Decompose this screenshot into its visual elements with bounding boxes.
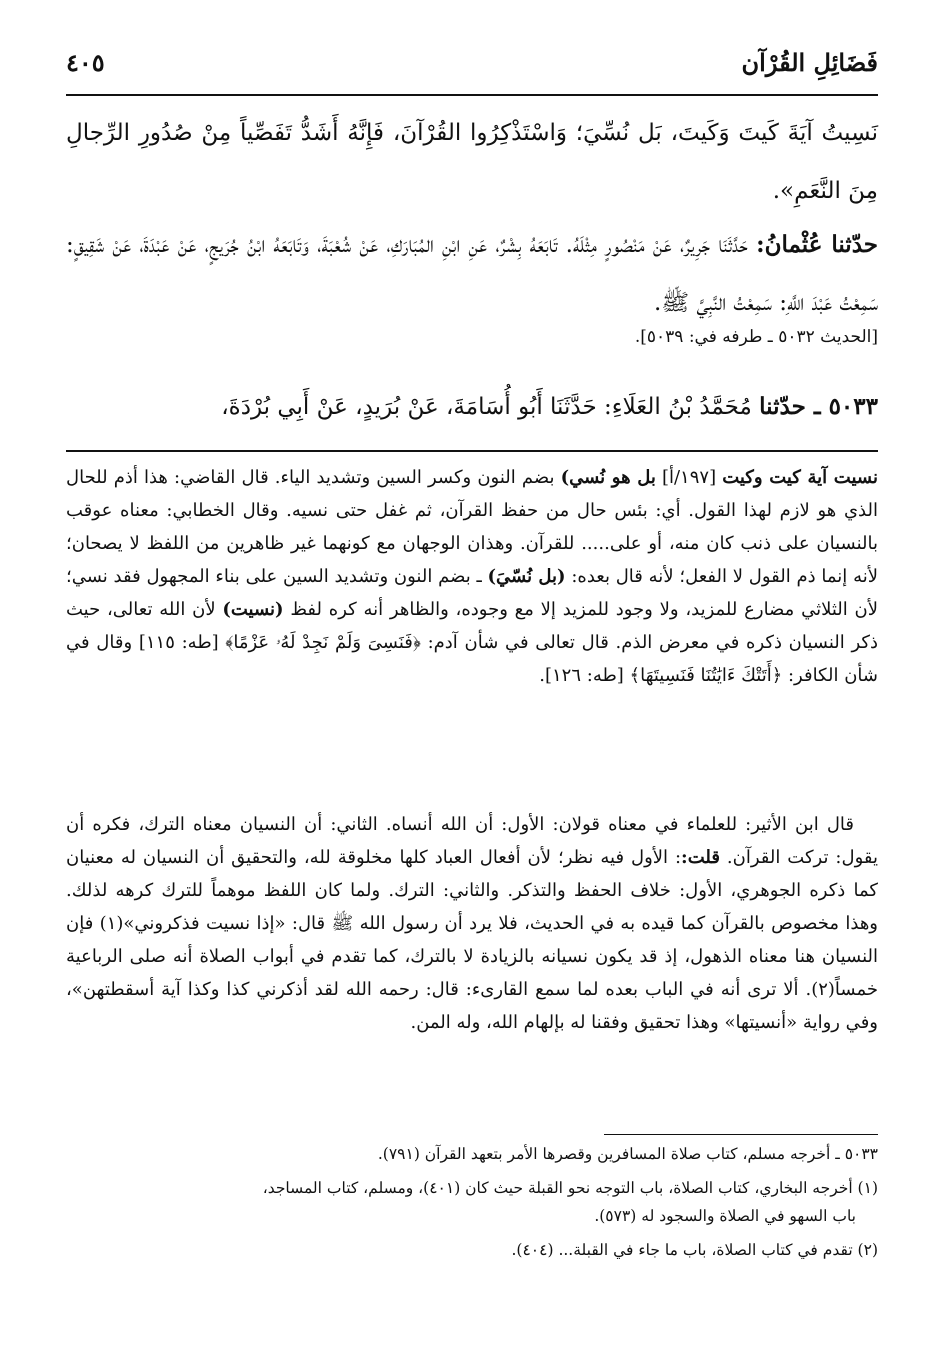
running-title: فَضَائِلِ القُرْآن — [741, 48, 878, 77]
manuscript-folio: [١٩٧/أ] — [655, 467, 723, 488]
footnote-1 — [66, 1174, 878, 1230]
commentary-lemma-3: (بل نُسّيَ) — [487, 566, 566, 587]
footnote-1-line-1: (١) أخرجه البخاري، كتاب الصلاة، باب التوجه نحو القبلة حيث كان (٤٠١)، ومسلم، كتاب المساجد، — [262, 1179, 878, 1197]
hadith-lead: حدّثنا عُثْمانُ: — [756, 231, 878, 258]
hadith-text: نَسِيتُ آيَةَ كَيتَ وَكَيتَ، بَل نُسِّيَ؛ وَاسْتَذْكِرُوا القُرْآنَ، فَإِنَّهُ أَشَدُّ تَفَصِّياً مِنْ صُدُورِ الرِّجالِ مِنَ النَّعَمِ». — [66, 120, 878, 204]
commentary-text: قال ابن الأثير: للعلماء في معناه قولان: الأول: أن الله أنساه. الثاني: أن النسيان معناه الترك، فكره أن يقول: تركت القرآن. — [66, 814, 878, 868]
footnotes — [66, 1140, 878, 1270]
page-header — [66, 44, 878, 96]
commentary-text: : الأول فيه نظر؛ لأن أفعال العباد كلها مخلوقة لله، والتحقيق أن النسيان له معنيان كما ذكره الجوهري، الأول: خلاف الحفظ والتذكر. والثاني: الترك. ولما كان اللفظ موهماً للترك كرهه لذلك. وهذا مخصوص بالقرآن كما قيده به في الحديث، فلا يرد أن رسول الله ﷺ قال: «إذا نسيت فذكروني»(١) فإن النسيان هنا معناه الذهول، إذ قد يكون نسيانه بالزيادة لا بالترك، كما تقدم في أبواب الصلاة أنه صلى الرباعية خمساً(٢). ألا ترى أنه في الباب بعده لما سمع القارىء: قال: رحمه الله لقد أذكرني كذا وكذا آية أسقطتهن»، وفي رواية «أنسيتها» وهذا تحقيق وفقنا له بإلهام الله، وله المن. — [66, 847, 878, 1033]
commentary-text: لأن الله تعالى، حيث ذكر النسيان ذكره في معرض الذم. قال تعالى في شأن آدم: ﴿فَنَسِىَ وَلَمْ نَجِدْ لَهُۥ عَزْمًا﴾ [طه: ١١٥] وقال في شأن الكافر: ﴿أَتَتْكَ ءَايَٰتُنَا فَنَسِيتَهَا﴾ [طه: ١٢٦]. — [66, 599, 878, 686]
commentary-text: بضم النون وكسر السين وتشديد الياء. قال القاضي: هذا أذم للحال الذي هو لازم لهذا القول. أي: بئس حال من حفظ القرآن، ثم غفل حتى نسيه. وقال الخطابي: معناه عوقب بالنسيان على ذنب كان منه، أو على..... للقرآن. وهذان الوجهان مع كونهما غير ظاهرين من اللفظ لا يصحان؛ لأنه إنما ذم القول لا الفعل؛ لأنه قال بعده: — [66, 467, 879, 587]
commentary-paragraph-2 — [66, 808, 878, 1039]
commentary-lemma-4: (نسيت) — [222, 599, 284, 620]
divider-line — [66, 450, 878, 452]
qultu-marker: قلت: — [681, 847, 720, 868]
commentary-text: ـ بضم النون وتشديد السين على بناء المجهول فقد نسي؛ لأن الثلاثي مضارع للمزيد، ولا وجود للمزيد إلا مع وجوده، والظاهر أنه كره لفظ — [66, 566, 878, 620]
footnote-2: (٢) تقدم في كتاب الصلاة، باب ما جاء في القبلة... (٤٠٤). — [511, 1241, 878, 1259]
footnote-5033: ٥٠٣٣ ـ أخرجه مسلم، كتاب صلاة المسافرين وقصرها الأمر بتعهد القرآن (٧٩١). — [377, 1145, 878, 1163]
commentary-lemma: نسيت آية كيت وكيت — [722, 467, 878, 488]
commentary-paragraph-1 — [66, 461, 878, 692]
commentary-lemma-2: بل هو نُسي) — [560, 467, 656, 488]
hadith-chain-text: مُحَمَّدُ بْنُ العَلَاءِ: حَدَّثَنَا أَبُو أُسَامَةَ، عَنْ بُرَيدٍ، عَنْ أَبِي بُرْدَةَ، — [221, 394, 760, 420]
hadith-5032-chain — [66, 216, 878, 332]
hadith-5033 — [66, 378, 878, 436]
hadith-text-continuation — [66, 104, 878, 220]
hadith-cross-reference — [66, 322, 878, 352]
hadith-chain-text: حَدَّثَنَا جَرِيرٌ، عَنْ مَنْصُورٍ مِثْلَهُ. تَابَعَهُ بِشْرٌ، عَنِ ابْنِ المُبَارَكِ، عَنْ شُعْبَةَ، وَتَابَعَهُ ابْنُ جُرَيجٍ، عَنْ عَبْدَةَ، عَنْ شَقِيقٍ: سَمِعْتُ عَبْدَ اللَّهِ: سَمِعْتُ النَّبِيَّ ﷺ. — [66, 232, 878, 316]
footnote-1-line-2: باب السهو في الصلاة والسجود له (٥٧٣). — [594, 1207, 856, 1225]
cross-reference-text: [الحديث ٥٠٣٢ ـ طرفه في: ٥٠٣٩]. — [634, 327, 878, 347]
page-number: ٤٠٥ — [66, 48, 105, 77]
hadith-number-lead: ٥٠٣٣ ـ حدّثنا — [759, 393, 878, 420]
footnote-divider — [604, 1134, 878, 1135]
